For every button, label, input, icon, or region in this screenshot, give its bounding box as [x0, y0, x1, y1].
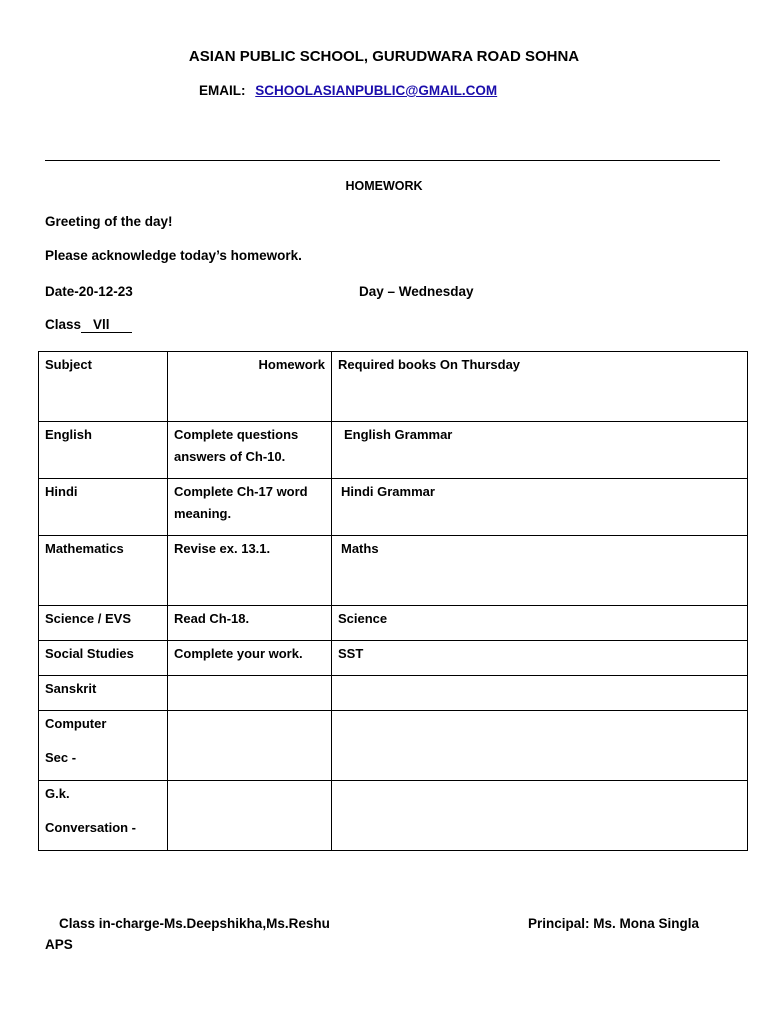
table-row: [39, 676, 748, 711]
books-cell: English Grammar: [332, 422, 748, 479]
homework-cell: [168, 711, 332, 781]
subject-cell: Social Studies: [39, 641, 168, 676]
subject-line-1: Computer: [45, 716, 107, 731]
table-header-row: [39, 352, 748, 422]
books-cell: [332, 711, 748, 781]
homework-cell: Complete questions answers of Ch-10.: [168, 422, 332, 479]
greeting-text: Greeting of the day!: [45, 214, 173, 229]
horizontal-rule: [45, 160, 720, 161]
homework-cell: Complete your work.: [168, 641, 332, 676]
class-incharge: Class in-charge-Ms.Deepshikha,Ms.Reshu: [59, 916, 330, 931]
homework-cell: Complete Ch-17 word meaning.: [168, 479, 332, 536]
homework-cell: [168, 676, 332, 711]
class-label: Class: [45, 317, 82, 332]
homework-cell: Revise ex. 13.1.: [168, 536, 332, 606]
table-row: [39, 781, 748, 851]
day-text: Day – Wednesday: [359, 284, 474, 299]
books-cell: Science: [332, 606, 748, 641]
table-row: [39, 479, 748, 536]
books-cell: Maths: [332, 536, 748, 606]
header-subject: Subject: [39, 352, 168, 422]
table-row: [39, 711, 748, 781]
header-books: Required books On Thursday: [332, 352, 748, 422]
email-link[interactable]: SCHOOLASIANPUBLIC@GMAIL.COM: [255, 83, 498, 98]
books-cell: SST: [332, 641, 748, 676]
subject-cell: Hindi: [39, 479, 168, 536]
header-homework: Homework: [168, 352, 332, 422]
books-cell: [332, 781, 748, 851]
homework-table: [38, 351, 748, 851]
school-name: ASIAN PUBLIC SCHOOL, GURUDWARA ROAD SOHNA: [188, 48, 580, 65]
books-cell: [332, 676, 748, 711]
homework-title: HOMEWORK: [345, 179, 423, 193]
acknowledge-text: Please acknowledge today’s homework.: [45, 248, 302, 263]
aps-label: APS: [45, 937, 73, 952]
principal-name: Principal: Ms. Mona Singla: [528, 916, 700, 931]
subject-cell: Mathematics: [39, 536, 168, 606]
email-label: EMAIL:: [199, 83, 246, 98]
subject-line-2: Sec -: [45, 750, 77, 765]
subject-line-2: Conversation -: [45, 820, 137, 835]
email-line: [199, 83, 497, 98]
books-cell: Hindi Grammar: [332, 479, 748, 536]
subject-cell: [39, 711, 168, 781]
date-text: Date-20-12-23: [45, 284, 133, 299]
subject-cell: Sanskrit: [39, 676, 168, 711]
homework-cell: [168, 781, 332, 851]
table-row: [39, 422, 748, 479]
subject-cell: Science / EVS: [39, 606, 168, 641]
subject-cell: English: [39, 422, 168, 479]
subject-line-1: G.k.: [45, 786, 70, 801]
class-line: [45, 317, 132, 333]
table-row: [39, 536, 748, 606]
subject-cell: [39, 781, 168, 851]
class-value: Vll: [81, 317, 132, 333]
homework-cell: Read Ch-18.: [168, 606, 332, 641]
table-row: [39, 606, 748, 641]
table-row: [39, 641, 748, 676]
